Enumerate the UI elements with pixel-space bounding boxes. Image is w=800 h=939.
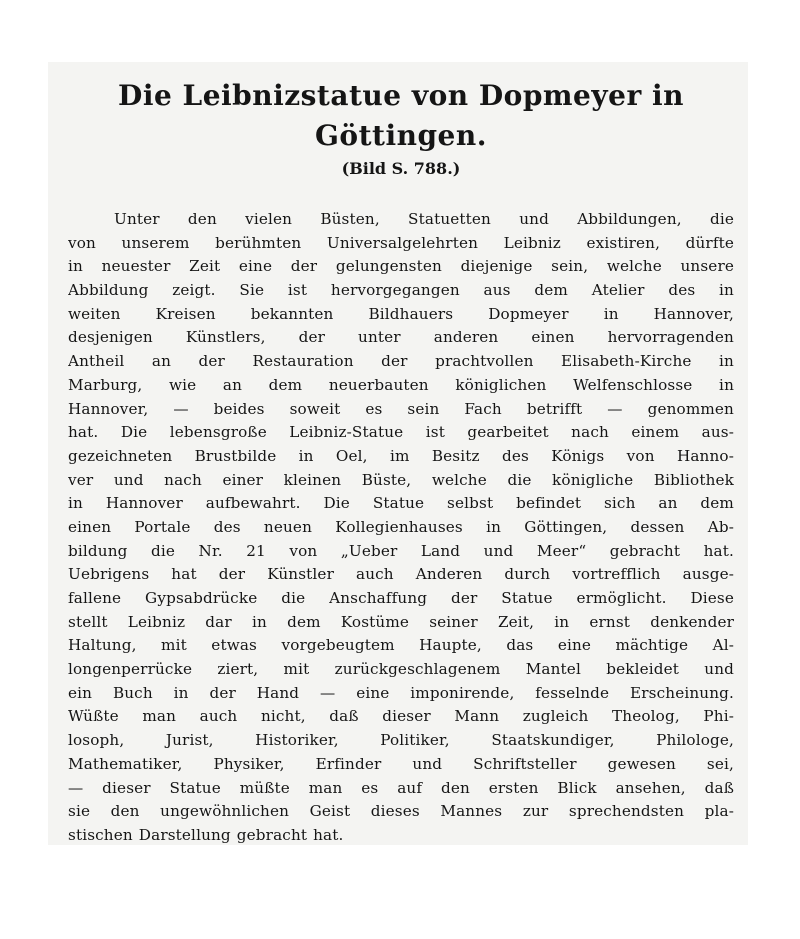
text-line: bildung die Nr. 21 von „Ueber Land und Meer“ gebracht hat. [68,541,734,560]
text-line: Mathematiker, Physiker, Erfinder und Schriftsteller gewesen sei, [68,754,734,773]
text-line: Abbildung zeigt. Sie ist hervorgegangen aus dem Atelier des in [68,281,734,300]
scanned-page [48,62,748,845]
text-line: longenperrücke ziert, mit zurückgeschlagenem Mantel bekleidet und [68,660,734,679]
text-line: Wüßte man auch nicht, daß dieser Mann zugleich Theolog, Phi- [68,707,734,726]
text-line: losoph, Jurist, Historiker, Politiker, Staatskundiger, Philologe, [68,731,734,750]
text-line: stischen Darstellung gebracht hat. [68,825,344,844]
image-reference: (Bild S. 788.) [341,159,461,178]
text-line: sie den ungewöhnlichen Geist dieses Mannes zur sprechendsten pla- [68,802,734,821]
text-line: von unserem berühmten Universalgelehrten Leibniz existiren, dürfte [68,233,734,252]
article-title: Die Leibnizstatue von Dopmeyer in Göttingen. [118,79,684,152]
text-line: desjenigen Künstlers, der unter anderen einen hervorragenden [68,328,734,347]
text-line: fallene Gypsabdrücke die Anschaffung der Statue ermöglicht. Diese [68,589,734,607]
article [68,76,734,848]
text-line: ver und nach einer kleinen Büste, welche die königliche Bibliothek [68,470,734,489]
text-line: Hannover, — beides soweit es sein Fach betrifft — genommen [68,399,734,418]
text-line: Unter den vielen Büsten, Statuetten und Abbildungen, die [114,210,734,228]
text-line: in Hannover aufbewahrt. Die Statue selbst befindet sich an dem [68,494,734,513]
text-line: weiten Kreisen bekannten Bildhauers Dopmeyer in Hannover, [68,304,734,323]
text-line: hat. Die lebensgroße Leibniz-Statue ist gearbeitet nach einem aus- [68,423,734,442]
text-line: Marburg, wie an dem neuerbauten königlichen Welfenschlosse in [68,375,734,394]
text-line: stellt Leibniz dar in dem Kostüme seiner Zeit, in ernst denkender [68,612,734,631]
text-line: in neuester Zeit eine der gelungensten diejenige sein, welche unsere [68,257,734,276]
text-line: — dieser Statue müßte man es auf den ersten Blick ansehen, daß [68,778,734,797]
text-line: gezeichneten Brustbilde in Oel, im Besitz des Königs von Hanno- [68,446,734,465]
article-body [68,208,734,848]
text-line: Uebrigens hat der Künstler auch Anderen durch vortrefflich ausge- [68,565,734,584]
text-line: Haltung, mit etwas vorgebeugtem Haupte, das eine mächtige Al- [68,636,734,655]
text-line: Antheil an der Restauration der prachtvollen Elisabeth-Kirche in [68,352,734,371]
text-line: einen Portale des neuen Kollegienhauses in Göttingen, dessen Ab- [68,517,734,536]
text-line: ein Buch in der Hand — eine imponirende, fesselnde Erscheinung. [68,683,734,702]
